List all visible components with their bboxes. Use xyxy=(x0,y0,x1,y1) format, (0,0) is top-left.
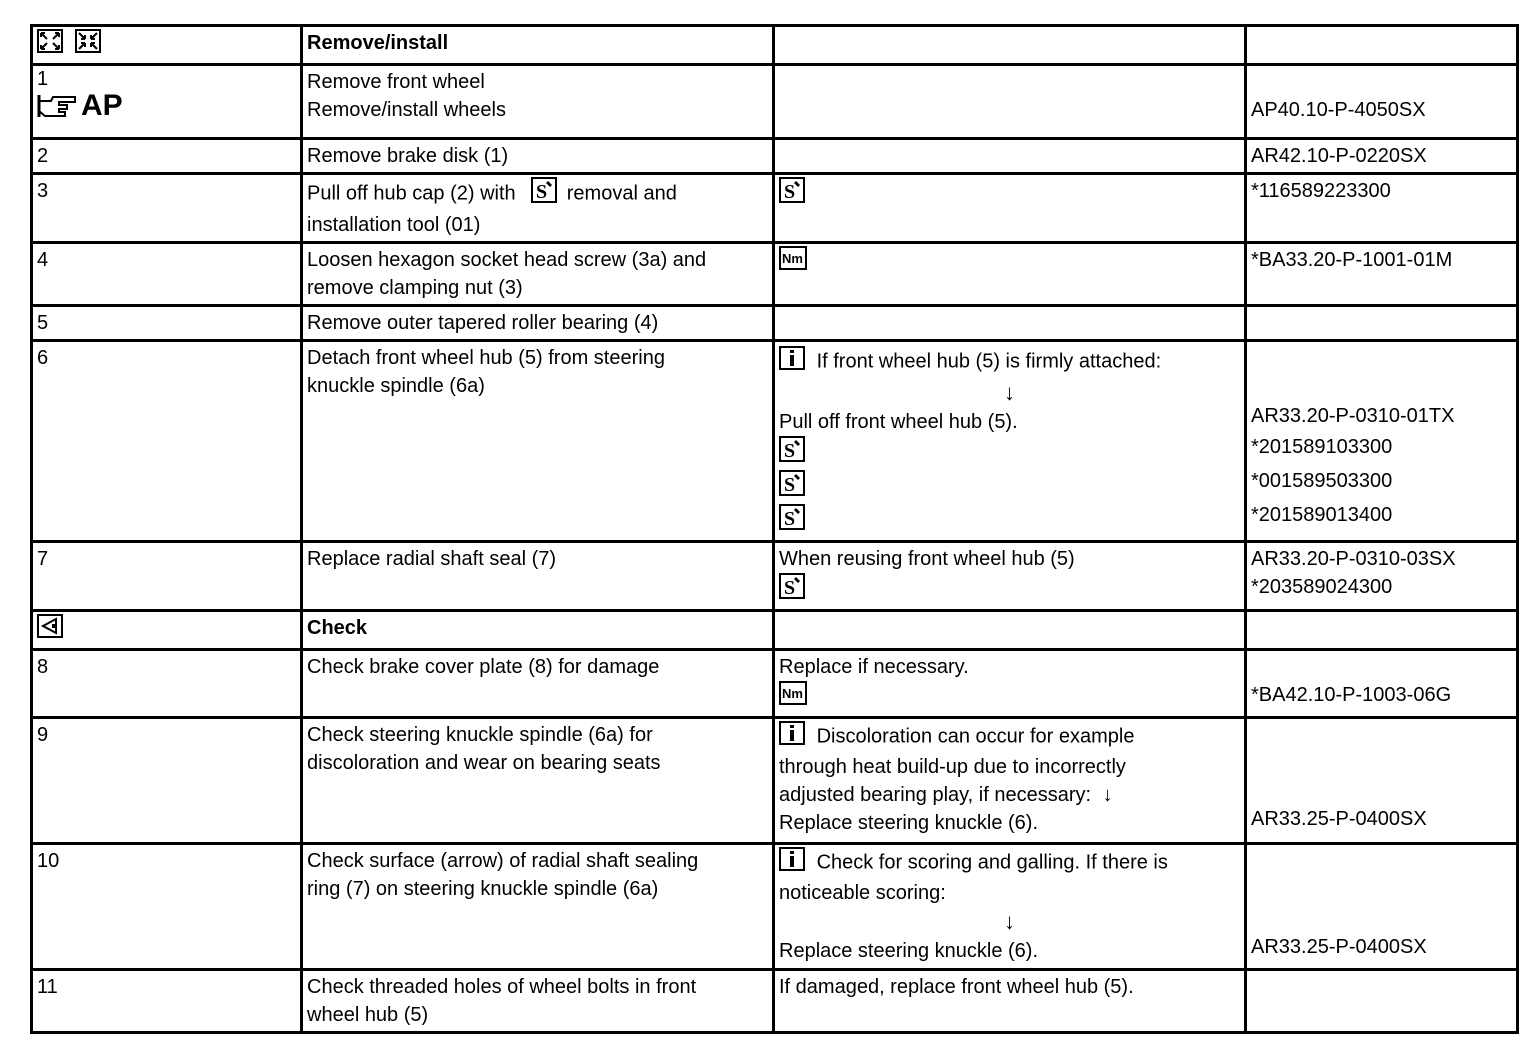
svg-text:S: S xyxy=(784,181,796,203)
svg-text:S: S xyxy=(784,474,796,496)
section-title: Remove/install xyxy=(302,26,774,65)
info-text: Replace if necessary. xyxy=(779,656,969,678)
action-text: Remove front wheel xyxy=(307,71,485,93)
info-text: noticeable scoring: xyxy=(779,882,946,904)
table-row xyxy=(32,306,1518,341)
doc-reference[interactable]: AR33.25-P-0400SX xyxy=(1251,808,1427,830)
table-row xyxy=(32,139,1518,174)
step-cell: 3 xyxy=(32,174,302,243)
info-cell xyxy=(774,611,1246,650)
special-tool-icon xyxy=(531,177,557,211)
special-tool-icon xyxy=(779,573,805,607)
doc-reference[interactable]: AR33.20-P-0310-03SX xyxy=(1251,548,1456,570)
doc-reference[interactable]: AR42.10-P-0220SX xyxy=(1246,139,1518,174)
action-text: wheel hub (5) xyxy=(307,1004,429,1026)
info-cell xyxy=(774,341,1246,542)
action-text: Check steering knuckle spindle (6a) for xyxy=(307,724,653,746)
ref-cell xyxy=(1246,306,1518,341)
info-text: Check for scoring and galling. If there is xyxy=(816,851,1168,874)
table-row xyxy=(32,174,1518,243)
ref-cell xyxy=(1246,844,1518,970)
action-cell xyxy=(302,844,774,970)
action-cell: Check brake cover plate (8) for damage xyxy=(302,650,774,718)
step-cell: 4 xyxy=(32,243,302,306)
svg-text:S: S xyxy=(784,440,796,462)
svg-text:S: S xyxy=(536,181,548,203)
info-cell: If damaged, replace front wheel hub (5). xyxy=(774,970,1246,1033)
down-arrow: ↓ xyxy=(1004,380,1015,405)
step-cell: 8 xyxy=(32,650,302,718)
down-arrow: ↓ xyxy=(1004,909,1015,934)
svg-text:Nm: Nm xyxy=(782,251,803,266)
action-text: removal and xyxy=(566,182,677,205)
tool-number[interactable]: *203589024300 xyxy=(1251,576,1393,598)
ap-reference xyxy=(37,90,123,122)
ref-cell xyxy=(1246,26,1518,65)
step-cell: 10 xyxy=(32,844,302,970)
action-text: discoloration and wear on bearing seats xyxy=(307,752,661,774)
info-text: Discoloration can occur for example xyxy=(816,725,1135,748)
action-text: Check threaded holes of wheel bolts in front xyxy=(307,976,697,998)
ref-cell xyxy=(1246,65,1518,139)
special-tool-icon xyxy=(779,436,805,470)
section-title: Check xyxy=(302,611,774,650)
info-text: adjusted bearing play, if necessary: xyxy=(779,784,1092,806)
action-text: ring (7) on steering knuckle spindle (6a) xyxy=(307,878,659,900)
ref-cell xyxy=(1246,970,1518,1033)
torque-nm-icon xyxy=(779,246,807,278)
action-cell: Replace radial shaft seal (7) xyxy=(302,542,774,611)
ref-cell xyxy=(1246,650,1518,718)
table-row xyxy=(32,341,1518,542)
table-row xyxy=(32,65,1518,139)
tool-number[interactable]: *201589013400 xyxy=(1251,504,1393,526)
step-number: 1 xyxy=(37,68,49,90)
action-cell xyxy=(302,970,774,1033)
info-text: through heat build-up due to incorrectly xyxy=(779,756,1126,778)
info-cell xyxy=(774,844,1246,970)
special-tool-icon xyxy=(779,177,805,211)
info-icon xyxy=(779,721,805,753)
torque-nm-icon xyxy=(779,681,807,713)
svg-text:S: S xyxy=(784,508,796,530)
action-cell xyxy=(302,718,774,844)
step-cell: 7 xyxy=(32,542,302,611)
doc-reference[interactable]: AP40.10-P-4050SX xyxy=(1251,99,1426,121)
action-text: Check surface (arrow) of radial shaft sealing xyxy=(307,850,699,872)
doc-reference[interactable]: AR33.20-P-0310-01TX xyxy=(1251,405,1455,427)
pointing-hand-icon xyxy=(37,93,77,119)
table-row xyxy=(32,542,1518,611)
ref-cell xyxy=(1246,341,1518,542)
doc-reference[interactable]: *BA42.10-P-1003-06G xyxy=(1251,684,1452,706)
action-cell: Remove brake disk (1) xyxy=(302,139,774,174)
info-text: If front wheel hub (5) is firmly attached: xyxy=(816,350,1162,373)
info-cell xyxy=(774,306,1246,341)
ref-cell xyxy=(1246,718,1518,844)
step-cell xyxy=(32,26,302,65)
info-text: Replace steering knuckle (6). xyxy=(779,940,1039,962)
info-cell xyxy=(774,542,1246,611)
action-text: installation tool (01) xyxy=(307,214,481,236)
special-tool-icon xyxy=(779,504,805,538)
repair-procedure-table xyxy=(30,24,1519,1034)
svg-text:Nm: Nm xyxy=(782,686,803,701)
action-text: Pull off hub cap (2) with xyxy=(307,182,516,205)
info-icon xyxy=(779,847,805,879)
info-cell xyxy=(774,139,1246,174)
down-arrow: ↓ xyxy=(1102,784,1113,806)
action-text: Loosen hexagon socket head screw (3a) and xyxy=(307,249,707,271)
info-text: Replace steering knuckle (6). xyxy=(779,812,1039,834)
expand-icon xyxy=(37,29,63,61)
table-row xyxy=(32,611,1518,650)
info-cell xyxy=(774,718,1246,844)
table-row xyxy=(32,844,1518,970)
action-text: knuckle spindle (6a) xyxy=(307,375,485,397)
tool-number[interactable]: *001589503300 xyxy=(1251,470,1393,492)
info-cell xyxy=(774,650,1246,718)
action-text: Detach front wheel hub (5) from steering xyxy=(307,347,665,369)
info-cell xyxy=(774,65,1246,139)
doc-reference[interactable]: AR33.25-P-0400SX xyxy=(1251,936,1427,958)
ref-cell xyxy=(1246,611,1518,650)
table-row xyxy=(32,243,1518,306)
step-cell xyxy=(32,65,302,139)
svg-text:S: S xyxy=(784,577,796,599)
info-cell xyxy=(774,26,1246,65)
doc-reference[interactable]: *BA33.20-P-1001-01M xyxy=(1246,243,1518,306)
info-cell xyxy=(774,243,1246,306)
info-text: When reusing front wheel hub (5) xyxy=(779,548,1075,570)
action-cell: Remove outer tapered roller bearing (4) xyxy=(302,306,774,341)
ref-cell xyxy=(1246,542,1518,611)
check-triangle-icon xyxy=(37,614,63,646)
action-cell xyxy=(302,65,774,139)
tool-number[interactable]: *201589103300 xyxy=(1251,436,1393,458)
action-text: remove clamping nut (3) xyxy=(307,277,523,299)
info-text: Pull off front wheel hub (5). xyxy=(779,411,1018,433)
action-cell xyxy=(302,341,774,542)
table-row xyxy=(32,970,1518,1033)
table-row xyxy=(32,718,1518,844)
collapse-icon xyxy=(75,29,101,61)
action-cell xyxy=(302,243,774,306)
doc-reference[interactable]: *116589223300 xyxy=(1246,174,1518,243)
info-icon xyxy=(779,346,805,378)
step-cell: 5 xyxy=(32,306,302,341)
step-cell xyxy=(32,611,302,650)
step-cell: 9 xyxy=(32,718,302,844)
ap-label: AP xyxy=(81,89,123,122)
table-row xyxy=(32,26,1518,65)
special-tool-icon xyxy=(779,470,805,504)
step-cell: 6 xyxy=(32,341,302,542)
info-cell xyxy=(774,174,1246,243)
action-cell xyxy=(302,174,774,243)
action-text: Remove/install wheels xyxy=(307,99,506,121)
step-cell: 2 xyxy=(32,139,302,174)
step-cell: 11 xyxy=(32,970,302,1033)
table-row xyxy=(32,650,1518,718)
